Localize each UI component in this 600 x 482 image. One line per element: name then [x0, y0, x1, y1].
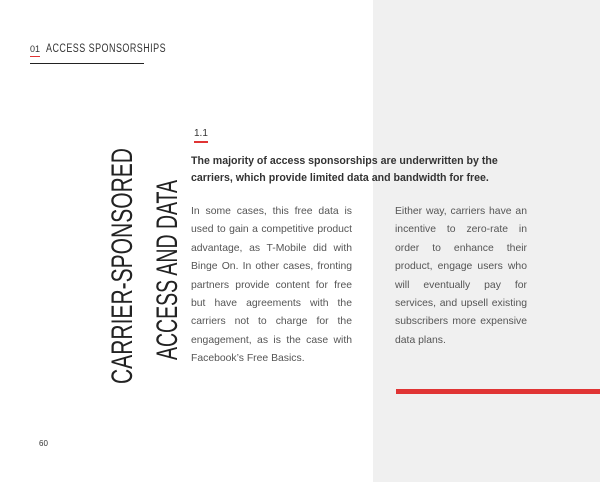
header-divider	[30, 63, 144, 64]
section-number: 01	[30, 44, 41, 54]
lead-paragraph: The majority of access sponsorships are underwritten by the carriers, which provide limited data and bandwidth for free.	[191, 155, 498, 184]
body-left-column: In some cases, this free data is used to gain a competitive product advantage, as T-Mobile did with Binge On. In other cases, fronting partners provide content for free but have agreements with the carriers not to charge for the engagement, as is the case with Facebook’s Free Basics.	[191, 206, 352, 365]
vertical-title	[102, 47, 184, 384]
vertical-title-graphic	[102, 47, 184, 384]
section-header	[30, 42, 200, 56]
accent-bar	[396, 389, 600, 394]
vertical-title-line1: CARRIER-SPONSORED	[106, 47, 139, 384]
subsection-number: 1.1	[194, 128, 208, 139]
body-right-column: Either way, carriers have an incentive to zero-rate in order to enhance their product, engage users who will eventually pay for services, and upsell existing subscribers more expensive data plans.	[395, 206, 527, 346]
section-title: ACCESS SPONSORSHIPS	[46, 43, 167, 55]
vertical-title-line2: ACCESS AND DATA	[151, 82, 184, 360]
subsection-underline	[194, 141, 208, 143]
page-number: 60	[39, 439, 48, 448]
